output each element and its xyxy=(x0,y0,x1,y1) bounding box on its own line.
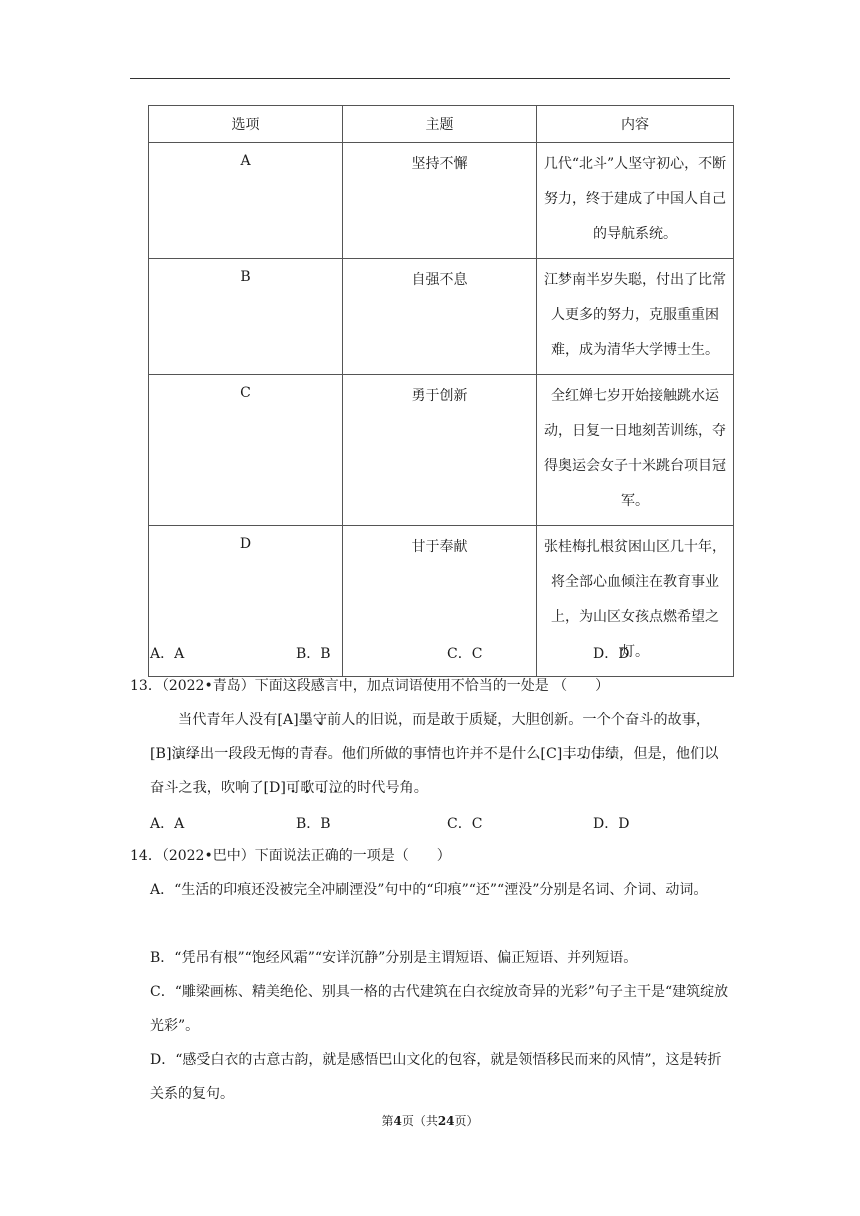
q14-option-b[interactable]: B．“凭吊有根”“饱经风霜”“安详沉静”分别是主谓短语、偏正短语、并列短语。 xyxy=(150,950,638,966)
q13-text-1: 当代青年人没有[A] xyxy=(178,712,299,728)
q13-text-2: 前人的旧说，而是敢于质疑，大胆创新。一个个奋斗的故事，[B] xyxy=(150,712,711,762)
table-row xyxy=(149,375,734,526)
dotted-char: 伟 xyxy=(590,746,605,762)
option-cell: A xyxy=(149,143,343,259)
content-cell: 几代“北斗”人坚守初心，不断努力，终于建成了中国人自己的导航系统。 xyxy=(537,143,734,259)
q12-choice-a[interactable]: A．A xyxy=(150,646,185,662)
option-cell: D xyxy=(149,526,343,677)
q14-option-d[interactable]: D．“感受白衣的古意古韵，就是感悟巴山文化的包容，就是领悟移民而来的风情”，这是转折关系的复句。 xyxy=(150,1052,722,1102)
dotted-char: 丰 xyxy=(562,746,577,762)
q13-choice-b[interactable]: B．B xyxy=(296,816,331,832)
dotted-char: 守 xyxy=(312,712,328,728)
page-number: 4 xyxy=(393,1114,402,1128)
table-row xyxy=(149,526,734,677)
q13-choice-a[interactable]: A．A xyxy=(150,816,185,832)
q12-choice-c[interactable]: C．C xyxy=(447,646,483,662)
option-cell: C xyxy=(149,375,343,526)
options-table xyxy=(148,105,734,677)
dotted-char: 可 xyxy=(314,780,329,796)
q13-text-3: 出一段段无悔的青春。他们所做的事情也许并不是什么[C] xyxy=(199,746,563,762)
header-rule xyxy=(130,78,730,79)
dotted-char: 绩 xyxy=(604,746,620,762)
dotted-char: 歌 xyxy=(300,780,315,796)
footer-text: 第 xyxy=(381,1114,394,1128)
content-cell: 全红婵七岁开始接触跳水运动，日复一日地刻苦训练，夺得奥运会女子十米跳台项目冠军。 xyxy=(537,375,734,526)
table-row xyxy=(149,259,734,375)
theme-cell: 自强不息 xyxy=(343,259,537,375)
content-cell: 江梦南半岁失聪，付出了比常人更多的努力，克服重重困难，成为清华大学博士生。 xyxy=(537,259,734,375)
page-footer xyxy=(0,1112,860,1129)
q13-choice-d[interactable]: D．D xyxy=(593,816,630,832)
footer-text: 页（共 xyxy=(401,1114,438,1128)
page-total: 24 xyxy=(437,1114,455,1128)
table-header-row xyxy=(149,106,734,143)
dotted-char: 绎 xyxy=(185,746,200,762)
header-option: 选项 xyxy=(149,106,343,143)
dotted-char: 功 xyxy=(576,746,591,762)
q12-choice-d[interactable]: D．D xyxy=(593,646,630,662)
q14-stem: 14．（2022•巴中）下面说法正确的一项是（ ） xyxy=(130,848,451,864)
header-content: 内容 xyxy=(537,106,734,143)
q14-option-a[interactable]: A．“生活的印痕还没被完全冲刷湮没”句中的“印痕”“还”“湮没”分别是名词、介词、动词。 xyxy=(150,882,708,898)
q12-choice-b[interactable]: B．B xyxy=(296,646,331,662)
q13-text-5: 的时代号角。 xyxy=(342,780,428,796)
q13-choice-c[interactable]: C．C xyxy=(447,816,483,832)
theme-cell: 坚持不懈 xyxy=(343,143,537,259)
dotted-char: 泣 xyxy=(328,780,343,796)
option-cell: B xyxy=(149,259,343,375)
theme-cell: 勇于创新 xyxy=(343,375,537,526)
theme-cell: 甘于奉献 xyxy=(343,526,537,677)
dotted-char: 可 xyxy=(285,780,301,796)
content-cell: 张桂梅扎根贫困山区几十年，将全部心血倾注在教育事业上，为山区女孩点燃希望之灯。 xyxy=(537,526,734,677)
dotted-char: 演 xyxy=(171,746,186,762)
q14-option-c[interactable]: C．“雕梁画栋、精美绝伦、别具一格的古代建筑在白衣绽放奇异的光彩”句子主干是“建筑绽放光彩”。 xyxy=(150,984,729,1034)
q13-text-4: ，但是，他们以奋斗之我，吹响了[D] xyxy=(150,746,719,796)
header-theme: 主题 xyxy=(343,106,537,143)
table-row xyxy=(149,143,734,259)
dotted-char: 墨 xyxy=(298,712,313,728)
q13-stem: 13．（2022•青岛）下面这段感言中，加点词语使用不恰当的一处是 （ ） xyxy=(130,678,610,694)
q13-passage xyxy=(150,703,730,805)
footer-text: 页） xyxy=(454,1114,479,1128)
